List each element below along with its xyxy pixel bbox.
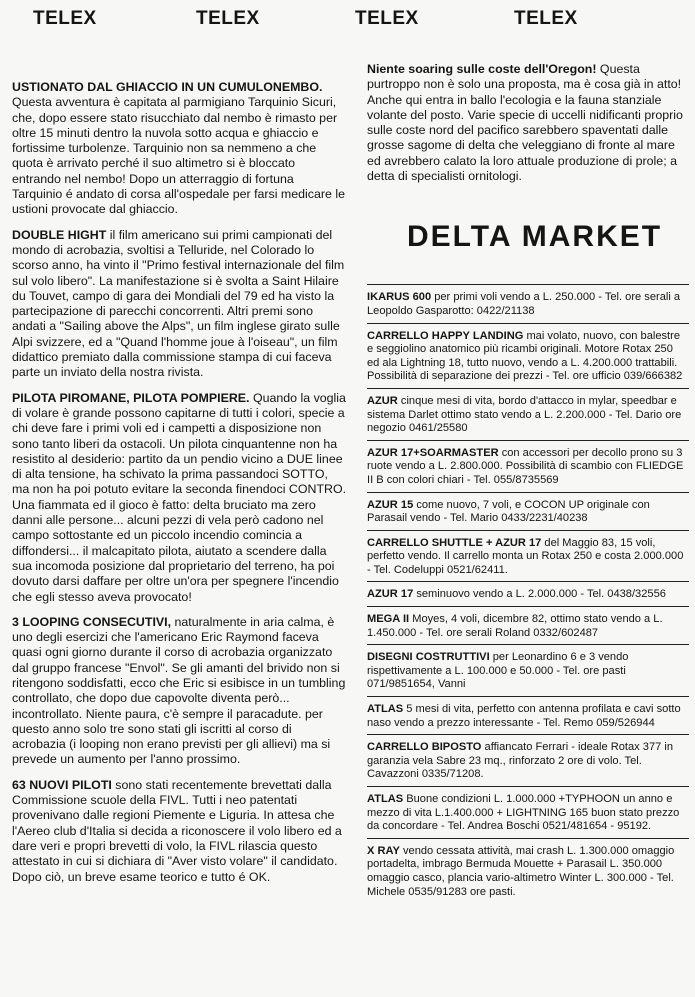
ad-body: Moyes, 4 voli, dicembre 82, ottimo stato vendo a L. 1.450.000 - Tel. ore serali Roland 0332/602487 xyxy=(367,613,663,639)
news-body: Quando la voglia di volare è grande possono capitarne di tutti i colori, specie a chi deve fare i primi voli ed i campetti a disposizione non sono tanto liberi da ostacoli. Un pilota cinquantenne non ha resistito al desiderio: partito da un pendio vicino a DUE linee di alta tensione, ha schivato la prima passandoci SOTTO, ma non ha poi potuto evitare la seconda finendoci CONTRO. Una fiammata ed il gioco è fatto: delta bruciato ma zero danni alle persone... alcuni pezzi di vela però cadono nel campo sottostante ed un piccolo incendio comincia a diffondersi... il malcapitato pilota, aiutato a scendere dalla sua incomoda posizione dal proprietario del terreno, ha poi dovuto darsi daffare per oltre un'ora per spegnere l'incendio che egli stesso aveva provocato! xyxy=(12,390,347,604)
telex-header-bar xyxy=(0,6,695,34)
telex-label: TELEX xyxy=(514,8,578,29)
ad-body: con accessori per decollo prono su 3 ruote vendo a L. 2.800.000. Possibilità di scambio con FLIEDGE II B con colori chiari - Tel. 055/8735569 xyxy=(367,446,684,486)
ad-headline: DISEGNI COSTRUTTIVI xyxy=(367,651,490,664)
telex-label: TELEX xyxy=(355,8,419,29)
ad-body: per Leonardino 6 e 3 vendo rispettivamente a L. 100.000 e 50.000 - Tel. ore pasti 071/9851654, Vanni xyxy=(367,651,629,691)
news-headline: PILOTA PIROMANE, PILOTA POMPIERE. xyxy=(12,390,250,405)
ad-headline: CARRELLO BIPOSTO xyxy=(367,741,482,754)
ad-headline: ATLAS xyxy=(367,703,404,716)
classified-ad xyxy=(367,492,689,530)
news-column-left xyxy=(12,80,347,895)
ad-headline: AZUR 15 xyxy=(367,498,414,511)
news-item-looping xyxy=(12,615,347,768)
ad-headline: CARRELLO HAPPY LANDING xyxy=(367,329,524,342)
ad-body: mai volato, nuovo, con balestre e seggiolino anatomico più ricambi originali. Motore Rotax 250 ed ala Lightning 18, tutto nuovo, vendo a L. 4.200.000 trattabili. Possibilità di separazione dei prezzi - Tel. ore ufficio 039/666382 xyxy=(367,329,683,383)
news-headline: 63 NUOVI PILOTI xyxy=(12,777,112,792)
ad-body: per primi voli vendo a L. 250.000 - Tel. ore serali a Leopoldo Gasparotto: 0422/21138 xyxy=(367,291,681,317)
news-item-nuovi-piloti xyxy=(12,778,347,885)
ad-body: 5 mesi di vita, perfetto con antenna profilata e cavi sotto naso vendo a prezzo interessante - Tel. Remo 059/526944 xyxy=(367,703,681,729)
classified-ad xyxy=(367,284,689,322)
classified-ad xyxy=(367,388,689,440)
telex-label: TELEX xyxy=(33,8,97,29)
classified-ad xyxy=(367,581,689,606)
ad-body: come nuovo, 7 voli, e COCON UP originale con Parasail vendo - Tel. Mario 0433/2231/40238 xyxy=(367,498,650,525)
ad-body: vendo cessata attività, mai crash L. 1.300.000 omaggio portadelta, imbrago Bermuda Mouette + Parasail L. 350.000 omaggio casco, plancia vario-altimetro Winter L. 300.000 - Tel. Michele 0535/91283 ore pasti. xyxy=(367,844,675,898)
news-headline: USTIONATO DAL GHIACCIO IN UN CUMULONEMBO. xyxy=(12,80,323,94)
classified-ad xyxy=(367,734,689,786)
news-item-pilota-piromane xyxy=(12,391,347,605)
ad-headline: AZUR 17 xyxy=(367,588,414,601)
ad-headline: CARRELLO SHUTTLE + AZUR 17 xyxy=(367,536,542,549)
classified-ad xyxy=(367,606,689,644)
ad-headline: IKARUS 600 xyxy=(367,291,432,304)
classified-ad xyxy=(367,530,689,582)
ad-body: Buone condizioni L. 1.000.000 +TYPHOON un anno e mezzo di vita L.1.400.000 + LIGHTNING 165 buon stato prezzo da concordare - Tel. Andrea Boschi 0521/481654 - 95192. xyxy=(367,793,680,833)
news-body: Questa purtroppo non è solo una proposta, ma è cosa già in atto! Anche qui entra in ballo l'ecologia e la fauna stanziale volante del posto. Varie specie di uccelli nidificanti proprio sulle coste nord del pacifico sarebbero spaventati dalle grosse sagome di delta che veleggiano di fronte al mare ed avrebbero calato la loro attuale produzione di prole; a detta di specialisti ornitologi. xyxy=(367,62,683,184)
classified-ad xyxy=(367,696,689,734)
news-headline: DOUBLE HIGHT xyxy=(12,227,107,242)
news-body: il film americano sui primi campionati del mondo di acrobazia, svoltisi a Telluride, nel Colorado lo scorso anno, ha vinto il "Primo festival internazionale del film sul volo libero". La manifestazione si è svolta a Saint Hilaire du Touvet, campo di gara dei Mondiali del 79 ed ha visto la partecipazione di parecchi concorrenti. Altri premi sono andati a "Sailing above the Alps", un film inglese girato sulle Alpi svizzere, ed a "Quand l'homme joue à l'oiseau", un film didattico premiato dalla commissione stampa di cui faceva parte un inviato della nostra rivista. xyxy=(12,227,345,380)
delta-market-title: DELTA MARKET xyxy=(407,220,663,254)
ad-body: seminuovo vendo a L. 2.000.000 - Tel. 0438/32556 xyxy=(413,588,666,601)
ad-headline: AZUR xyxy=(367,394,398,407)
ad-headline: AZUR 17+SOARMASTER xyxy=(367,446,499,459)
classified-ads-list xyxy=(367,284,689,903)
ad-headline: MEGA II xyxy=(367,613,410,626)
classified-ad xyxy=(367,440,689,492)
news-body: sono stati recentemente brevettati dalla Commissione scuole della FIVL. Tutti i neo patentati provenivano dalle regioni Piemente e Liguria. In attesa che l'Aereo club d'Italia si decida a riconoscere il volo libero ed a dare veri e propri brevetti di volo, la FIVL rilascia questo attestato in cui si dichiara di "Aver visto volare" il candidato. Dopo ciò, un breve esame teorico e tutto é OK. xyxy=(12,777,342,884)
classified-ad xyxy=(367,838,689,903)
ad-body: affiancato Ferrari - ideale Rotax 377 in garanzia vela Sabre 23 mq., rinforzato 2 ore di volo. Tel. Cavazzoni 0335/71208. xyxy=(367,741,674,781)
classified-ad xyxy=(367,644,689,696)
news-item-double-hight xyxy=(12,228,347,381)
ad-headline: ATLAS xyxy=(367,793,404,805)
ad-body: cinque mesi di vita, bordo d'attacco in mylar, speedbar e sistema Darlet ottimo stato vendo a L. 2.200.000 - Tel. Dario ore negozio 0461/25580 xyxy=(367,394,682,435)
ad-headline: X RAY xyxy=(367,844,400,857)
news-column-right xyxy=(367,62,689,903)
news-body: naturalmente in aria calma, è uno degli esercizi che l'americano Eric Raymond faceva quasi ogni giorno durante il corso di acrobazia organizzato dal gruppo francese "Envol". Se gli amanti del brivido non si ritengono soddisfatti, ecco che Eric si esibisce in un tumbling controllato, che dopo due capovolte diventa però... incontrollato. Niente paura, c'è sempre il paracadute. per questo anno solo tre sono stati gli iscritti al corso di acrobazia (i looping non erano previsti per gli allievi) ma si prevede un aumento per l'anno prossimo. xyxy=(12,614,346,767)
telex-label: TELEX xyxy=(196,8,260,29)
news-body: Questa avventura è capitata al parmigiano Tarquinio Sicuri, che, dopo essere stato risucchiato dal nembo è rimasto per oltre 15 minuti dentro la nuvola sotto acqua e ghiaccio e fortissime turbolenze. Tarquinio non sa nemmeno a che quota è arrivato perché il suo altimetro si è bloccato entrando nel nembo! Dopo un atterraggio di fortuna Tarquinio é andato di corsa all'ospedale per farsi medicare le ustioni provocate dal ghiaccio. xyxy=(12,95,345,217)
news-headline: Niente soaring sulle coste dell'Oregon! xyxy=(367,62,597,76)
ad-body: del Maggio 83, 15 voli, perfetto vendo. Il carrello monta un Rotax 250 e costa 2.000.000 - Tel. Codeluppi 0521/62411. xyxy=(367,536,684,576)
news-headline: 3 LOOPING CONSECUTIVI, xyxy=(12,614,172,629)
news-item-oregon xyxy=(367,62,689,184)
classified-ad xyxy=(367,323,689,388)
news-item-ustionato xyxy=(12,80,347,218)
classified-ad xyxy=(367,786,689,838)
